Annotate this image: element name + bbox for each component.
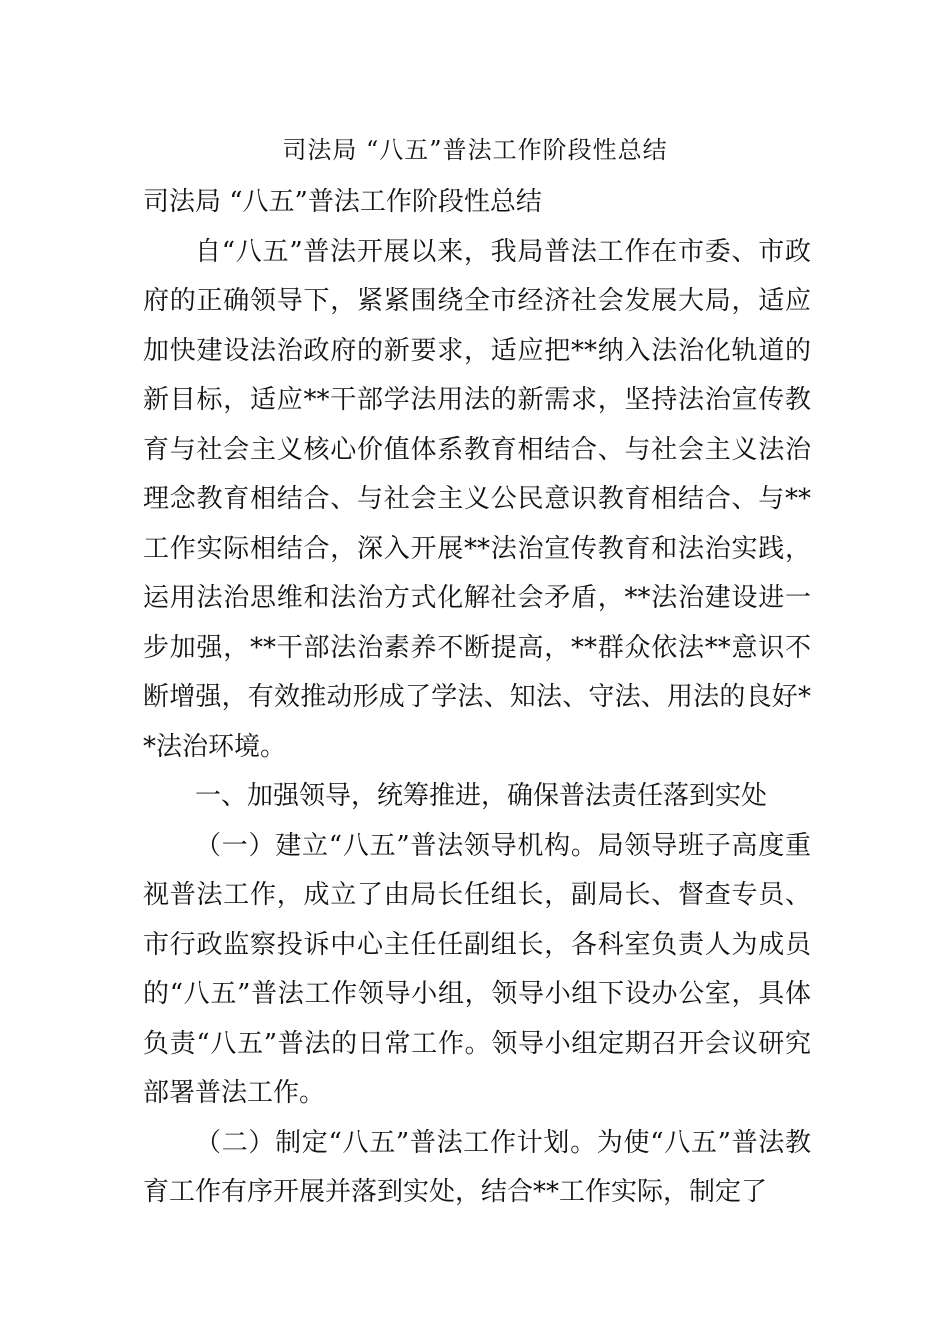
document-subtitle: 司法局 “八五”普法工作阶段性总结	[143, 187, 542, 217]
paragraph-intro: 自“八五”普法开展以来，我局普法工作在市委、市政府的正确领导下，紧紧围绕全市经济社会发展大局，适应加快建设法治政府的新要求，适应把**纳入法治化轨道的新目标，适应**干部学法用法的新需求，坚持法治宣传教育与社会主义核心价值体系教育相结合、与社会主义法治理念教育相结合、与社会主义公民意识教育相结合、与**工作实际相结合，深入开展**法治宣传教育和法治实践，运用法治思维和法治方式化解社会矛盾，**法治建设进一步加强，**干部法治素养不断提高，**群众依法**意识不断增强，有效推动形成了学法、知法、守法、用法的良好**法治环境。	[143, 236, 811, 762]
section-heading-1: 一、加强领导，统筹推进，确保普法责任落到实处	[195, 781, 768, 811]
paragraph-leadership-body: （一）建立“八五”普法领导机构。局领导班子高度重视普法工作，成立了由局长任组长，副局长、督查专员、市行政监察投诉中心主任任副组长，各科室负责人为成员的“八五”普法工作领导小组，领导小组下设办公室，具体负责“八五”普法的日常工作。领导小组定期召开会议研究部署普法工作。	[143, 830, 811, 1108]
document-title: 司法局 “八五”普法工作阶段性总结	[282, 136, 668, 164]
document-body	[143, 178, 811, 1218]
paragraph-work-plan: （二）制定“八五”普法工作计划。为使“八五”普法教育工作有序开展并落到实处，结合**工作实际，制定了	[143, 1127, 811, 1207]
